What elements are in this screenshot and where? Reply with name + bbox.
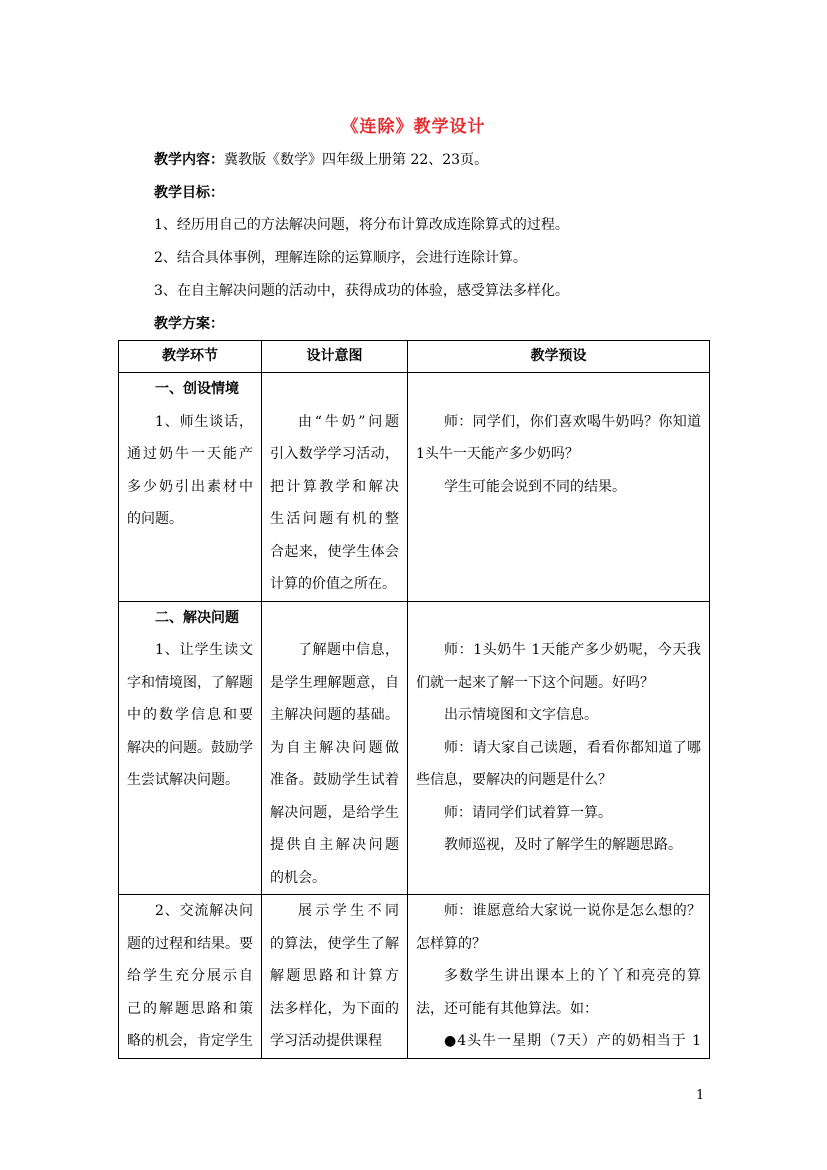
cell-line: 生尝试解决问题。: [127, 772, 239, 788]
cell-line: 提供自主解决问题: [270, 837, 399, 853]
cell-line: 中的数学信息和要: [127, 707, 253, 723]
cell-line: 1、让学生读文: [155, 642, 253, 658]
cell-line: 多少奶引出素材中: [127, 478, 253, 495]
cell-line: 师：1头奶牛 1天能产多少奶呢，今天我: [444, 642, 701, 658]
cell-line: 学生可能会说到不同的结果。: [444, 478, 626, 495]
cell-line: 法多样化，为下面的: [270, 1000, 399, 1017]
header-teaching-preset: 教学预设: [408, 341, 710, 373]
cell-line: 1头牛一天能产多少奶吗？: [416, 446, 579, 462]
cell-line: 法，还可能有其他算法。如：: [416, 1000, 598, 1017]
cell-line: 教师巡视，及时了解学生的解题思路。: [444, 837, 682, 853]
header-design-intent: 设计意图: [262, 341, 408, 373]
goal-item: 3、在自主解决问题的活动中，获得成功的体验，感受算法多样化。: [154, 283, 569, 299]
preset-cell: [408, 601, 710, 895]
section-title: 二、解决问题: [155, 609, 239, 626]
document-title: 《连除》教学设计: [341, 117, 486, 137]
table-row: [119, 601, 710, 895]
cell-line: 把计算教学和解决: [270, 478, 399, 495]
goals-label: 教学目标：: [154, 185, 224, 201]
cell-line: 的问题。: [127, 511, 183, 527]
cell-line: 略的机会，肯定学生: [127, 1033, 253, 1049]
cell-line: ●4头牛一星期（7天）产的奶相当于 1: [444, 1033, 701, 1049]
goal-item: 2、结合具体事例，理解连除的运算顺序，会进行连除计算。: [154, 250, 527, 266]
preset-cell: [408, 373, 710, 602]
cell-line: 是学生理解题意，自: [270, 674, 399, 691]
cell-line: 给学生充分展示自: [127, 968, 253, 984]
cell-line: 解题思路和计算方: [270, 968, 399, 984]
cell-line: 主解决问题的基础。: [270, 707, 399, 723]
cell-line: 1、师生谈话，: [155, 413, 253, 430]
cell-line: 展示学生不同: [298, 903, 399, 919]
page-number: 1: [696, 1088, 705, 1103]
plan-label: 教学方案：: [154, 316, 224, 332]
cell-line: 己的解题思路和策: [127, 1000, 253, 1017]
intent-cell: [262, 601, 408, 895]
cell-line: 计算的价值之所在。: [270, 576, 396, 592]
goal-item: 1、经历用自己的方法解决问题，将分布计算改成连除算式的过程。: [154, 217, 569, 233]
cell-line: 些信息，要解决的问题是什么？: [416, 772, 612, 788]
cell-line: 学习活动提供课程: [270, 1033, 382, 1049]
cell-line: 引入数学学习活动，: [270, 446, 399, 462]
cell-line: 怎样算的？: [416, 935, 486, 952]
cell-line: 师：请大家自己读题，看看你都知道了哪: [444, 739, 701, 756]
table-row: [119, 895, 710, 1059]
cell-line: 们就一起来了解一下这个问题。好吗？: [416, 674, 654, 691]
content-text: 冀教版《数学》四年级上册第 22、23页。: [224, 152, 489, 168]
intent-cell: [262, 373, 408, 602]
lesson-plan-table: [118, 340, 710, 1059]
table-row: [119, 373, 710, 602]
cell-line: 生活问题有机的整: [270, 511, 399, 527]
section-title: 一、创设情境: [155, 381, 239, 397]
cell-line: 由“牛奶”问题: [298, 413, 399, 430]
table-header-row: [119, 341, 710, 373]
cell-line: 解决问题，是给学生: [270, 804, 399, 821]
header-teaching-step: 教学环节: [119, 341, 262, 373]
cell-line: 2、交流解决问: [155, 903, 253, 919]
content-label: 教学内容：: [154, 152, 224, 168]
cell-line: 师：谁愿意给大家说一说你是怎么想的？: [444, 903, 701, 919]
cell-line: 合起来，使学生体会: [270, 543, 399, 560]
cell-line: 了解题中信息，: [298, 642, 399, 658]
cell-line: 字和情境图，了解题: [127, 674, 253, 691]
step-cell: [119, 373, 262, 602]
step-cell: [119, 601, 262, 895]
cell-line: 题的过程和结果。要: [127, 935, 253, 952]
cell-line: 的机会。: [270, 869, 326, 886]
cell-line: 多数学生讲出课本上的丫丫和亮亮的算: [444, 968, 701, 984]
preset-cell: [408, 895, 710, 1059]
cell-line: 解决的问题。鼓励学: [127, 739, 253, 756]
cell-line: 师：请同学们试着算一算。: [444, 804, 612, 821]
cell-line: 师：同学们，你们喜欢喝牛奶吗？你知道: [444, 413, 701, 430]
cell-line: 为自主解决问题做: [270, 739, 399, 756]
cell-line: 准备。鼓励学生试着: [270, 772, 399, 788]
teaching-content: [154, 150, 488, 170]
intent-cell: [262, 895, 408, 1059]
cell-line: 的算法，使学生了解: [270, 935, 399, 952]
cell-line: 出示情境图和文字信息。: [444, 707, 598, 723]
step-cell: [119, 895, 262, 1059]
cell-line: 通过奶牛一天能产: [127, 446, 253, 462]
